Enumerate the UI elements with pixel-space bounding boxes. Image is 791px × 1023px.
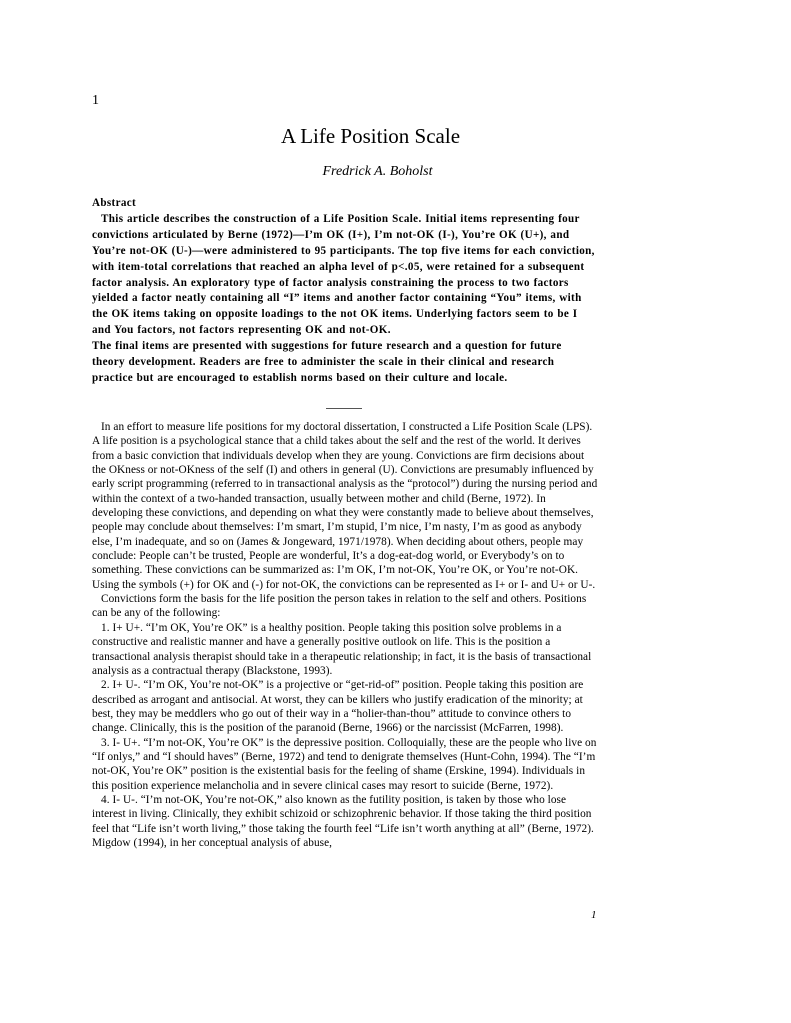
page-number-top: 1 [92, 93, 99, 108]
body-paragraph-2: Convictions form the basis for the life position the person takes in relation to the self and others. Positions can be any of the following: [92, 593, 587, 620]
abstract-paragraph-1: This article describes the construction of a Life Position Scale. Initial items representing four convictions articulated by Berne (1972)—I’m OK (I+), I’m not-OK (I-), You’re OK (U+), and You’re not-OK (U-)—were administered to 95 participants. The top five items for each conviction, with item-total correlations that reached an alpha level of p<.05, were retained for a subsequent factor analysis. An exploratory type of factor analysis constraining the process to two factors yielded a factor neatly containing all “I” items and another factor containing “You” items, with the OK items taking on opposite loadings to the not OK items. Underlying factors seem to be I and You factors, not factors representing OK and not-OK. [92, 212, 595, 337]
body-text [92, 420, 598, 850]
position-item-2: 2. I+ U-. “I’m OK, You’re not-OK” is a projective or “get-rid-of” position. People taking this position are described as arrogant and antisocial. At worst, they can be killers who justify eradication of the minority; at best, they may be meddlers who go out of their way in a “holier-than-thou” attitude to convince others to change. Clinically, this is the position of the paranoid (Berne, 1966) or the narcissist (McFarren, 1998). [92, 679, 584, 735]
abstract [92, 196, 597, 387]
section-divider [326, 408, 362, 409]
author [0, 164, 791, 180]
title-text: A Life Position Scale [280, 124, 461, 148]
abstract-heading: Abstract [92, 197, 137, 209]
body-paragraph-1: In an effort to measure life positions for my doctoral dissertation, I constructed a Life Position Scale (LPS). A life position is a psychological stance that a child takes about the self and the rest of the world. It derives from a basic conviction that individuals develop when they are young. Convictions are firm decisions about the OKness or not-OKness of the self (I) and others in general (U). Convictions are presumably influenced by early script programming (referred to in transactional analysis as the “protocol”) during the nursing period and within the context of a two-handed transaction, usually between mother and child (Berne, 1972). In developing these convictions, and depending on what they were constantly made to believe about themselves, people may conclude about themselves: I’m smart, I’m stupid, I’m nice, I’m nasty, I’m as good as anybody else, I’m inadequate, and so on (James & Jongeward, 1971/1978). When deciding about others, people may conclude: People can’t be trusted, People are wonderful, It’s a dog-eat-dog world, or Everybody’s on to something. These convictions can be summarized as: I’m OK, I’m not-OK, You’re OK, or You’re not-OK. Using the symbols (+) for OK and (-) for not-OK, the convictions can be represented as I+ or I- and U+ or U-. [92, 421, 598, 591]
page-title [0, 124, 791, 149]
position-item-3: 3. I- U+. “I’m not-OK, You’re OK” is the depressive position. Colloquially, these are the people who live on “If onlys,” and “I should haves” (Berne, 1972) and tend to denigrate themselves (Hunt-Cohn, 1994). The “I’m not-OK, You’re OK” position is the existential basis for the feeling of shame (Erskine, 1994). Individuals in this position experience melancholia and in severe clinical cases may resort to suicide (Berne, 1972). [92, 736, 597, 792]
position-item-1: 1. I+ U+. “I’m OK, You’re OK” is a healthy position. People taking this position solve problems in a constructive and realistic manner and have a generally positive outlook on life. This is the position a transactional analysis therapist should take in a therapeutic relationship; in fact, it is the basis of transactional analysis as a contractual therapy (Blackstone, 1993). [92, 621, 592, 677]
abstract-paragraph-2: The final items are presented with suggestions for future research and a question for future theory development. Readers are free to administer the scale in their clinical and research practice but are encouraged to establish norms based on their culture and locale. [92, 340, 562, 384]
position-item-4: 4. I- U-. “I’m not-OK, You’re not-OK,” also known as the futility position, is taken by those who lose interest in living. Clinically, they exhibit schizoid or schizophrenic behavior. If those taking the third position feel that “Life isn’t worth living,” those taking the fourth feel “Life isn’t worth anything at all” (Berne, 1972). Migdow (1994), in her conceptual analysis of abuse, [92, 793, 594, 849]
page-number-bottom: 1 [591, 909, 597, 921]
author-text: Fredrick A. Boholst [322, 164, 433, 179]
